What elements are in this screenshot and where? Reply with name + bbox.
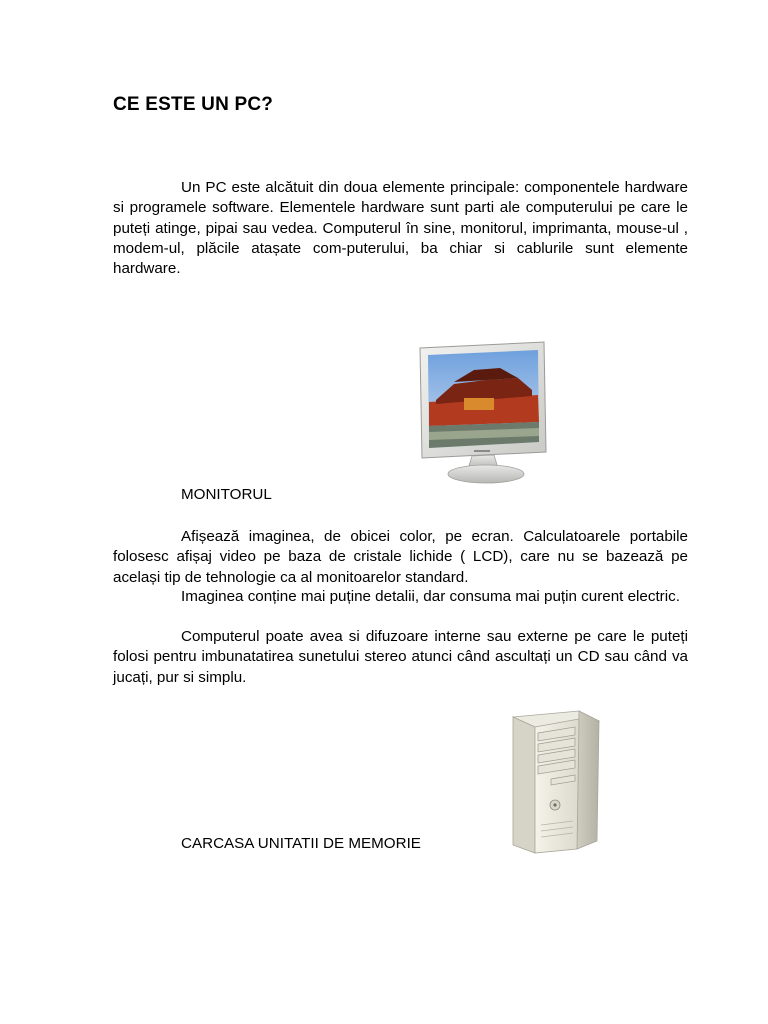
monitor-heading: MONITORUL xyxy=(181,486,272,503)
monitor-paragraph-1: Afișează imaginea, de obicei color, pe ecran. Calculatoarele portabile folosesc afișaj video pe baza de cristale lichide ( LCD), care nu se bazează pe același tip de tehnologie ca al monitoarelor standard. xyxy=(113,528,688,586)
monitor-image xyxy=(414,340,548,486)
case-heading: CARCASA UNITATII DE MEMORIE xyxy=(181,835,421,852)
tower-case-image xyxy=(483,707,623,854)
intro-paragraph: Un PC este alcătuit din doua elemente principale: componentele hardware si programele software. Elementele hardware sunt parti ale computerului pe care le puteți atinge, pipai sau vedea. Computerul în sine, monitorul, imprimanta, mouse-ul , modem-ul, plăcile atașate com-puterului, ba chiar si cablurile sunt elemente hardware. xyxy=(113,179,688,278)
document-title: CE ESTE UN PC? xyxy=(113,94,274,115)
monitor-paragraph-3: Computerul poate avea si difuzoare interne sau externe pe care le puteți folosi pentru imbunatatirea sunetului stereo atunci când ascultați un CD sau când va jucați, pur si simplu. xyxy=(113,628,688,686)
monitor-paragraph-2: Imaginea conține mai puține detalii, dar consuma mai puțin curent electric. xyxy=(181,588,680,605)
